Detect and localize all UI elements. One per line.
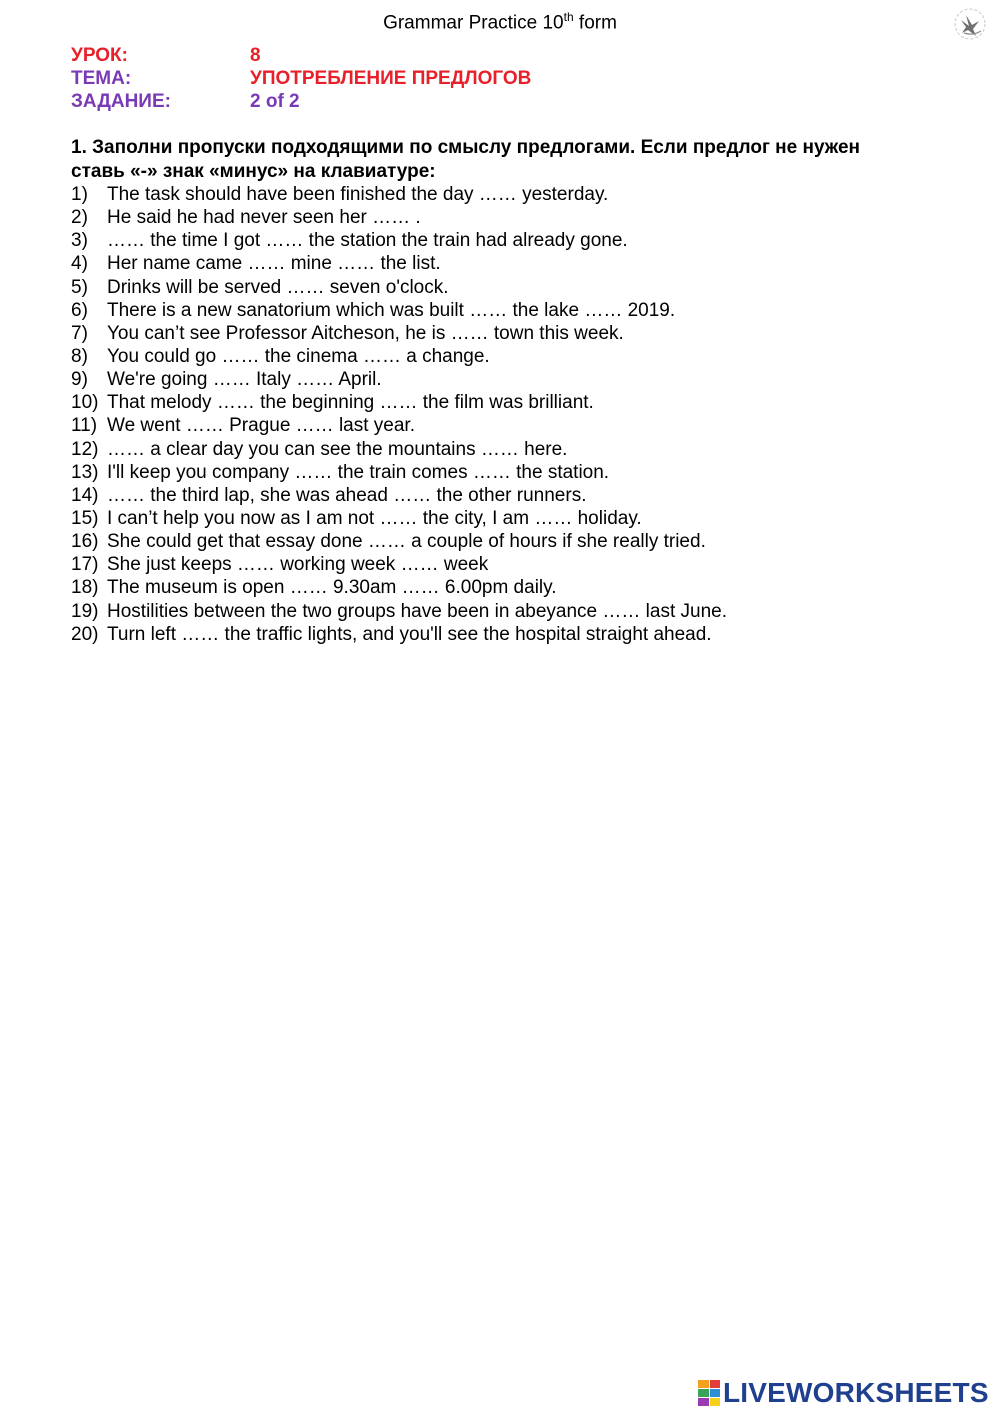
item-text: She could get that essay done …… a couple of hours if she really tried. [107, 531, 706, 553]
exercise-item [71, 322, 931, 345]
exercise-item [71, 530, 931, 553]
task-value: 2 of 2 [250, 91, 300, 112]
header-title-main: Grammar Practice 10 [383, 12, 564, 34]
item-number: 18) [71, 577, 99, 599]
item-number: 6) [71, 299, 88, 321]
item-number: 5) [71, 276, 88, 298]
logo-text: LIVEWORKSHEETS [723, 1377, 989, 1408]
item-text: You could go …… the cinema …… a change. [107, 345, 490, 367]
item-text: Hostilities between the two groups have been in abeyance …… last June. [107, 600, 727, 622]
exercise-instructions [71, 136, 931, 183]
exercise-item [71, 229, 931, 252]
bird-emblem-icon [952, 6, 988, 42]
liveworksheets-logo-icon [698, 1380, 720, 1406]
item-number: 12) [71, 438, 99, 460]
item-text: You can’t see Professor Aitcheson, he is …… town this week. [107, 322, 624, 344]
item-text: …… the time I got …… the station the train had already gone. [107, 230, 628, 252]
topic-label: ТЕМА: [71, 68, 132, 89]
item-text: The museum is open …… 9.30am …… 6.00pm daily. [107, 577, 557, 599]
item-text: I'll keep you company …… the train comes …… the station. [107, 461, 610, 483]
exercise-item [71, 484, 931, 507]
exercise-item [71, 553, 931, 576]
item-number: 9) [71, 369, 88, 391]
exercise [71, 136, 931, 646]
exercise-item [71, 600, 931, 623]
item-text: He said he had never seen her …… . [107, 207, 421, 229]
item-number: 1) [71, 184, 88, 205]
exercise-item [71, 391, 931, 414]
liveworksheets-logo [698, 1378, 989, 1408]
item-number: 16) [71, 531, 99, 553]
item-number: 3) [71, 230, 88, 252]
instructions-line-1: 1. Заполни пропуски подходящими по смыслу предлогами. Если предлог не нужен [71, 137, 861, 158]
exercise-items [71, 183, 931, 646]
item-text: We're going …… Italy …… April. [107, 369, 382, 391]
header-title-sup: th [563, 10, 574, 24]
exercise-item [71, 438, 931, 461]
exercise-item [71, 252, 931, 275]
item-number: 14) [71, 484, 99, 506]
lesson-value: 8 [250, 45, 261, 66]
item-text: We went …… Prague …… last year. [107, 415, 415, 437]
item-number: 8) [71, 345, 88, 367]
item-text: The task should have been finished the day …… yesterday. [107, 184, 609, 205]
item-number: 11) [71, 415, 98, 437]
item-number: 15) [71, 507, 99, 529]
item-text: That melody …… the beginning …… the film was brilliant. [107, 392, 594, 414]
exercise-item [71, 206, 931, 229]
item-number: 19) [71, 600, 99, 622]
exercise-item [71, 576, 931, 599]
exercise-item [71, 368, 931, 391]
instructions-line-2: ставь «-» знак «минус» на клавиатуре: [71, 160, 436, 182]
exercise-item [71, 183, 931, 206]
item-text: Drinks will be served …… seven o'clock. [107, 276, 449, 298]
page-header [0, 10, 1000, 34]
item-number: 2) [71, 207, 88, 229]
item-number: 17) [71, 554, 99, 576]
item-number: 13) [71, 461, 99, 483]
item-number: 4) [71, 253, 88, 275]
task-label: ЗАДАНИЕ: [71, 91, 171, 112]
exercise-item [71, 299, 931, 322]
item-text: …… the third lap, she was ahead …… the other runners. [107, 484, 587, 506]
lesson-label: УРОК: [71, 45, 128, 66]
topic-value: УПОТРЕБЛЕНИЕ ПРЕДЛОГОВ [250, 68, 532, 89]
exercise-item [71, 507, 931, 530]
item-number: 7) [71, 322, 88, 344]
exercise-item [71, 345, 931, 368]
item-text: Her name came …… mine …… the list. [107, 253, 441, 275]
exercise-item [71, 276, 931, 299]
item-text: There is a new sanatorium which was built …… the lake …… 2019. [107, 299, 676, 321]
item-text: I can’t help you now as I am not …… the city, I am …… holiday. [107, 507, 642, 529]
item-text: …… a clear day you can see the mountains …… here. [107, 438, 568, 460]
item-text: Turn left …… the traffic lights, and you'll see the hospital straight ahead. [107, 623, 712, 645]
item-number: 20) [71, 623, 99, 645]
item-text: She just keeps …… working week …… week [107, 554, 489, 576]
exercise-item [71, 461, 931, 484]
exercise-item [71, 414, 931, 437]
exercise-item [71, 623, 931, 646]
item-number: 10) [71, 392, 99, 414]
header-title-tail: form [573, 12, 617, 34]
